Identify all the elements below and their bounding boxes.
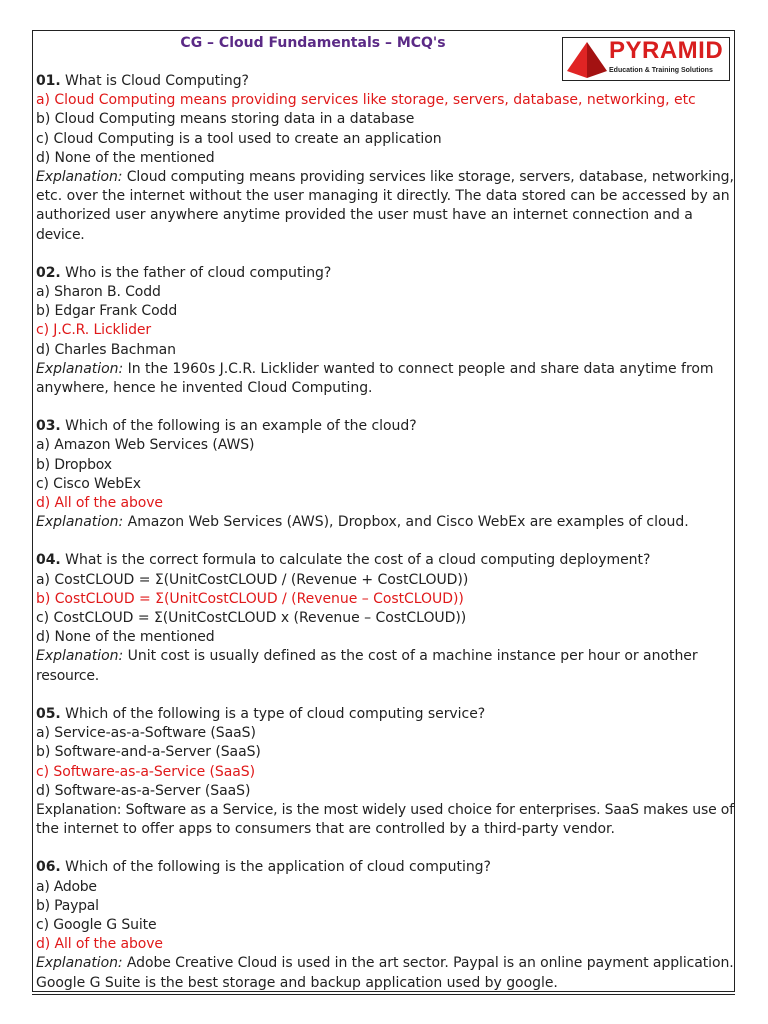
explanation-label: Explanation: xyxy=(36,514,124,531)
question-line xyxy=(36,705,736,724)
question-number: 04. xyxy=(36,552,61,569)
question-text: Which of the following is an example of the cloud? xyxy=(65,418,417,435)
question-line xyxy=(36,858,736,877)
logo-tagline: Education & Training Solutions xyxy=(609,67,713,74)
explanation-label: Explanation: xyxy=(36,648,124,665)
question-text: Which of the following is the application of cloud computing? xyxy=(65,859,491,876)
explanation-text: anywhere, hence he invented Cloud Computing. xyxy=(36,380,373,397)
option: a) Service-as-a-Software (SaaS) xyxy=(36,725,256,742)
question-number: 01. xyxy=(36,73,61,89)
explanation-text: Google G Suite is the best storage and backup application used by google. xyxy=(36,974,558,991)
explanation-text: Cloud computing means providing services like storage, servers, database, networking, xyxy=(126,169,734,186)
option-correct: c) Software-as-a-Service (SaaS) xyxy=(36,763,255,780)
option: d) None of the mentioned xyxy=(36,629,215,646)
explanation-label: Explanation: xyxy=(36,801,122,818)
question-line xyxy=(36,264,736,283)
explanation-text: authorized user anywhere anytime provided the user must have an internet connection and a xyxy=(36,207,693,224)
option: a) CostCLOUD = Σ(UnitCostCLOUD / (Revenue + CostCLOUD)) xyxy=(36,571,469,588)
question-text: Who is the father of cloud computing? xyxy=(65,264,332,281)
option: a) Amazon Web Services (AWS) xyxy=(36,437,255,454)
explanation-line xyxy=(36,360,736,379)
explanation-text: In the 1960s J.C.R. Licklider wanted to connect people and share data anytime from xyxy=(127,360,714,377)
explanation-text: Unit cost is usually defined as the cost of a machine instance per hour or another xyxy=(127,648,698,665)
logo-name: PYRAMID xyxy=(609,37,724,64)
explanation-text: the internet to offer apps to consumers that are controlled by a third-party vendor. xyxy=(36,821,615,838)
explanation-text: Adobe Creative Cloud is used in the art sector. Paypal is an online payment application. xyxy=(126,955,734,972)
option-correct: d) All of the above xyxy=(36,936,163,953)
page-bottom-rule xyxy=(32,994,735,995)
question-block xyxy=(36,705,736,839)
option: c) Google G Suite xyxy=(36,916,157,933)
question-number: 05. xyxy=(36,705,61,722)
option-correct: c) J.C.R. Licklider xyxy=(36,322,152,339)
explanation-line xyxy=(36,801,736,820)
explanation-label: Explanation: xyxy=(36,360,124,377)
explanation-text: Amazon Web Services (AWS), Dropbox, and Cisco WebEx are examples of cloud. xyxy=(127,514,689,531)
explanation-line xyxy=(36,954,736,973)
question-block xyxy=(36,858,736,992)
explanation-line xyxy=(36,168,736,187)
page-title: CG – Cloud Fundamentals – MCQ's xyxy=(180,35,446,51)
question-number: 03. xyxy=(36,418,61,435)
explanation-text: etc. over the internet without the user managing it directly. The data stored can be accessed by an xyxy=(36,188,730,205)
option-correct: d) All of the above xyxy=(36,495,163,512)
option: b) Cloud Computing means storing data in a database xyxy=(36,111,415,128)
question-block xyxy=(36,264,736,398)
question-block xyxy=(36,551,736,685)
option: d) Software-as-a-Server (SaaS) xyxy=(36,782,251,799)
option: b) Edgar Frank Codd xyxy=(36,303,178,320)
explanation-text: Software as a Service, is the most widely used choice for enterprises. SaaS makes use of xyxy=(125,801,734,818)
question-number: 02. xyxy=(36,264,61,281)
question-text: What is Cloud Computing? xyxy=(64,73,249,89)
option: d) Charles Bachman xyxy=(36,341,176,358)
question-line xyxy=(36,551,736,570)
explanation-label: Explanation: xyxy=(36,955,123,972)
question-text: What is the correct formula to calculate the cost of a cloud computing deployment? xyxy=(65,552,651,569)
question-block xyxy=(36,72,736,245)
question-line xyxy=(36,417,736,436)
option: c) Cisco WebEx xyxy=(36,475,141,492)
mcq-list xyxy=(36,72,736,993)
option-correct: a) Cloud Computing means providing services like storage, servers, database, networking, etc xyxy=(36,92,696,109)
question-text: Which of the following is a type of cloud computing service? xyxy=(65,705,486,722)
explanation-text: resource. xyxy=(36,667,100,684)
explanation-line xyxy=(36,513,736,532)
document-page xyxy=(32,30,735,992)
option: b) Software-and-a-Server (SaaS) xyxy=(36,744,261,761)
option: b) Dropbox xyxy=(36,456,112,473)
option-correct: b) CostCLOUD = Σ(UnitCostCLOUD / (Revenue – CostCLOUD)) xyxy=(36,590,464,607)
option: d) None of the mentioned xyxy=(36,149,215,166)
option: b) Paypal xyxy=(36,897,99,914)
option: c) Cloud Computing is a tool used to create an application xyxy=(36,130,442,147)
option: a) Adobe xyxy=(36,878,97,895)
option: a) Sharon B. Codd xyxy=(36,284,161,301)
question-number: 06. xyxy=(36,859,61,876)
option: c) CostCLOUD = Σ(UnitCostCLOUD x (Revenue – CostCLOUD)) xyxy=(36,610,467,627)
explanation-line xyxy=(36,647,736,666)
question-block xyxy=(36,417,736,532)
explanation-label: Explanation: xyxy=(36,169,123,186)
explanation-text: device. xyxy=(36,226,85,243)
question-line xyxy=(36,72,736,91)
